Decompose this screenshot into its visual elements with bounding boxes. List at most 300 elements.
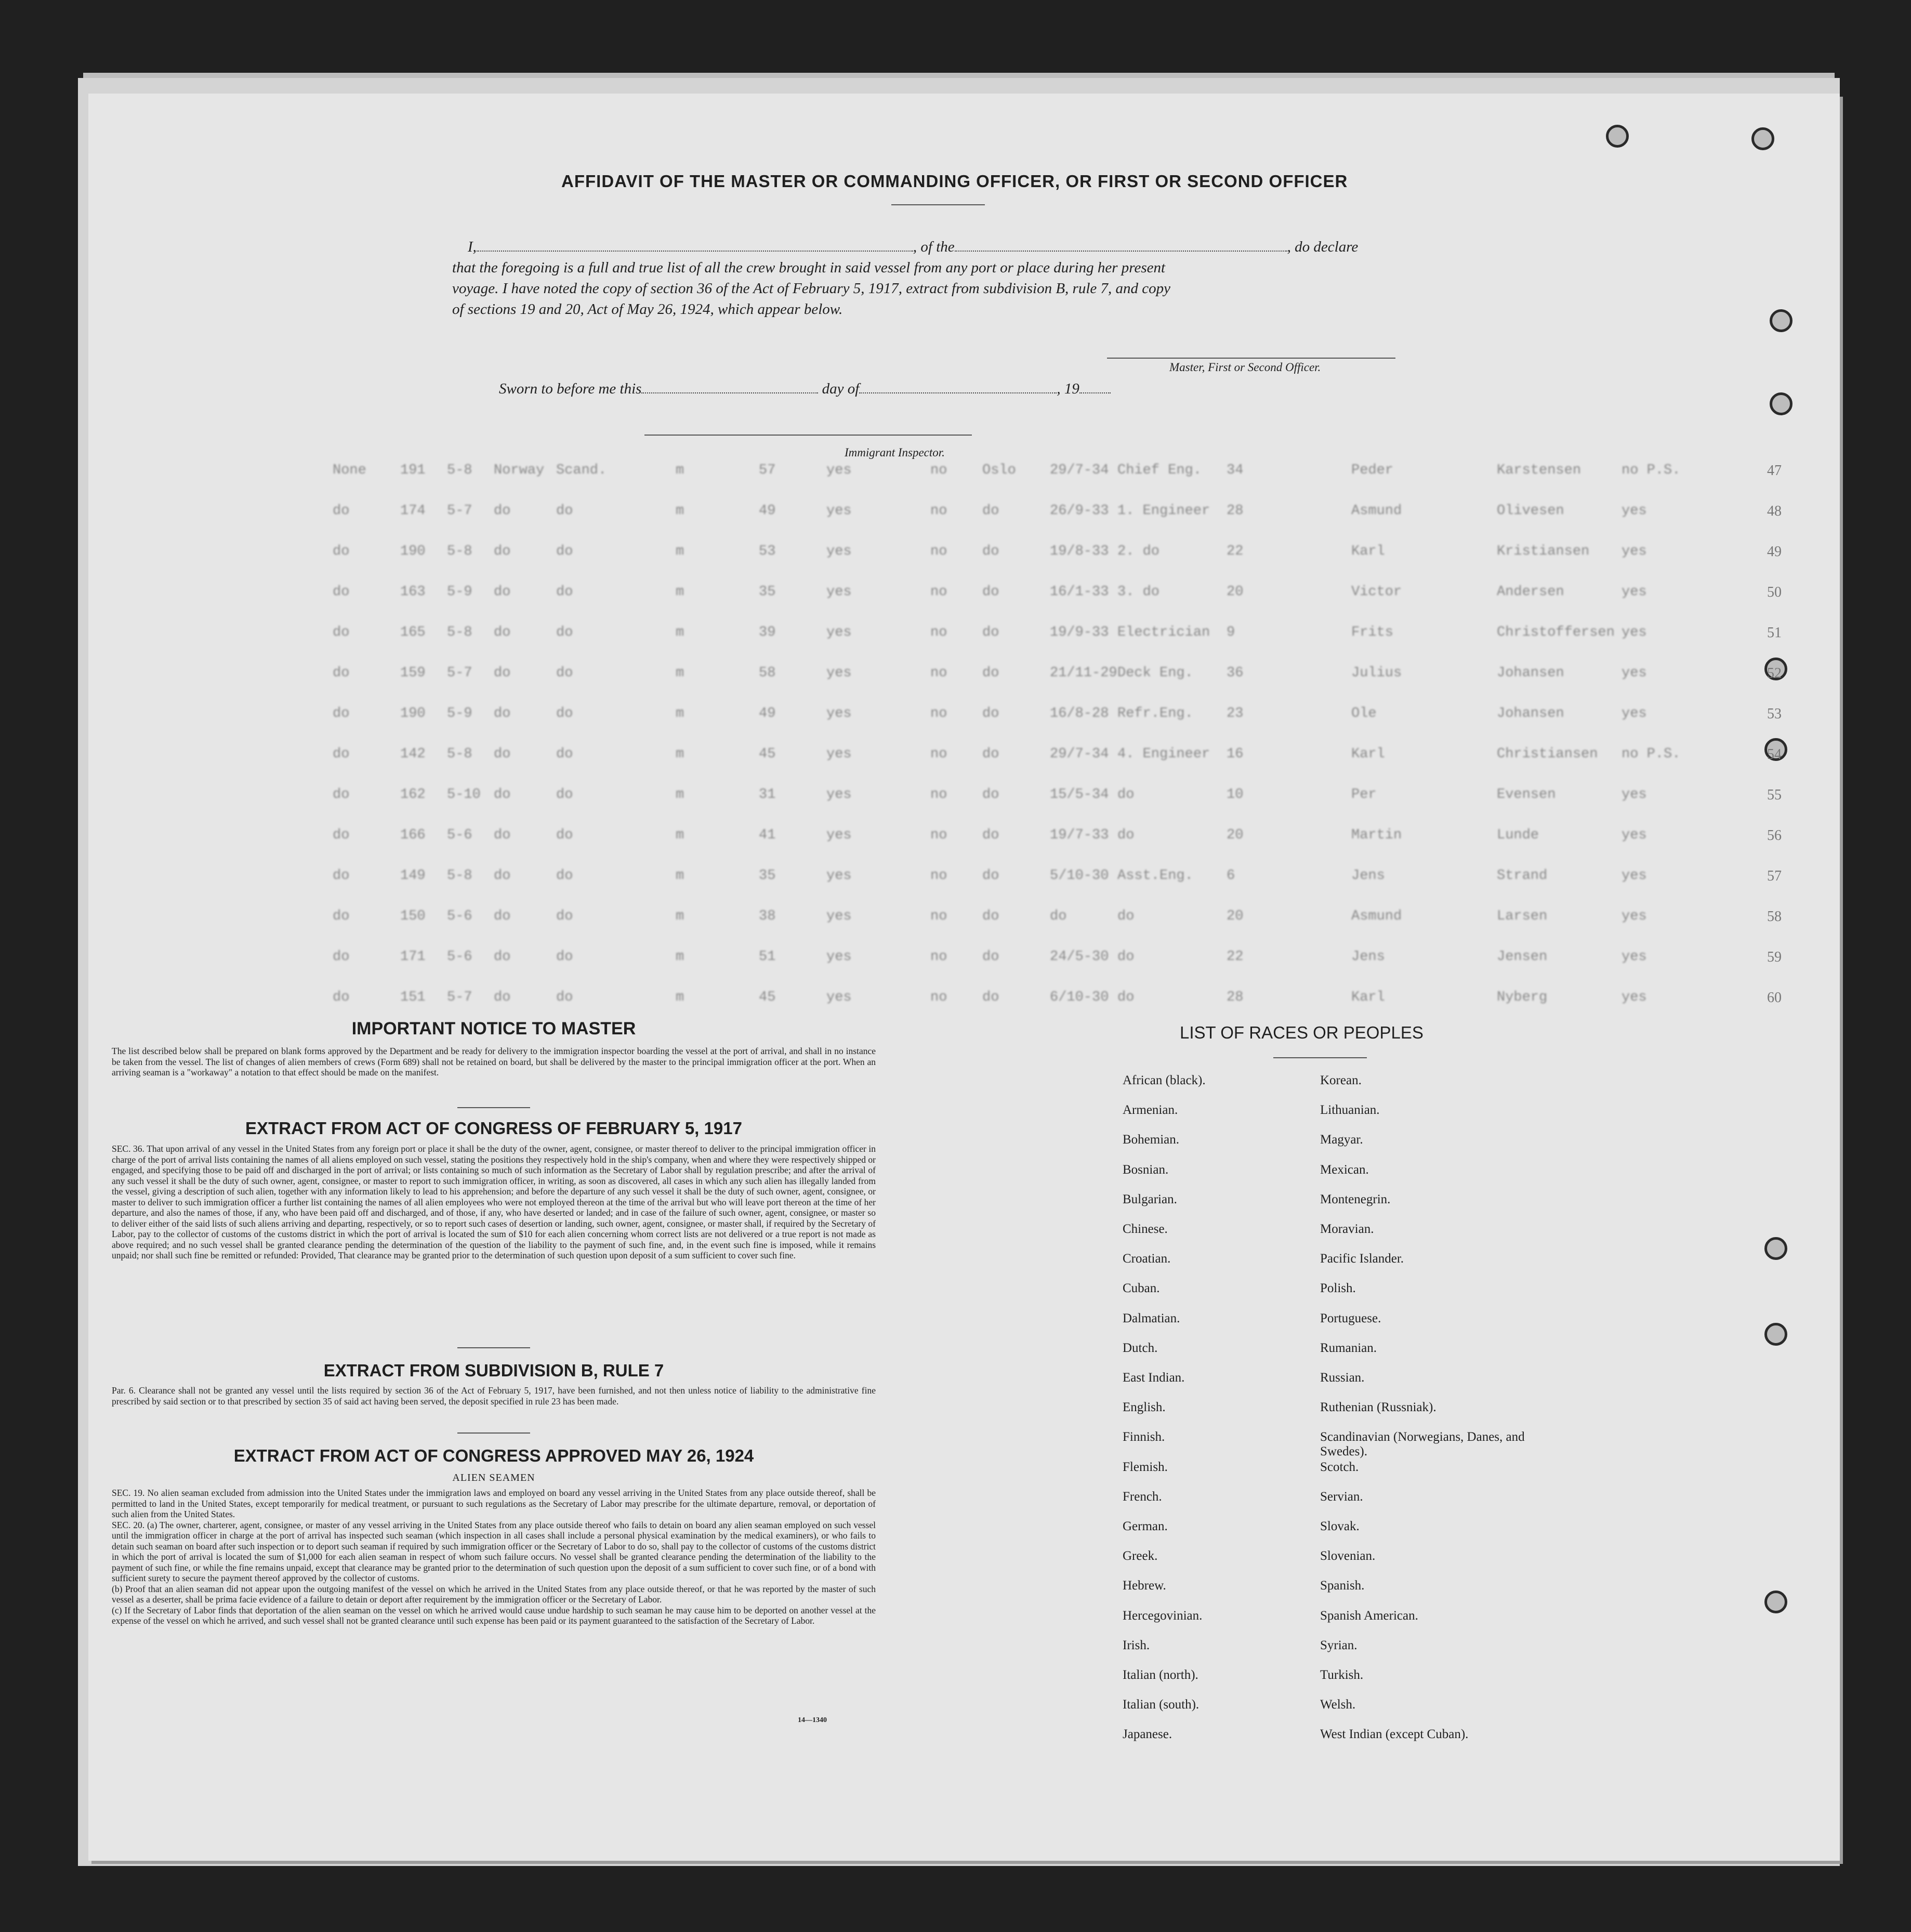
race-item: Croatian.: [1123, 1252, 1171, 1266]
bleed-row-number: 47: [1767, 463, 1782, 479]
bleed-text: Kristiansen: [1497, 544, 1590, 559]
bleed-text: do: [494, 625, 511, 640]
punch-hole: [1770, 309, 1793, 332]
bleed-text: 5-6: [447, 909, 472, 924]
bleed-text: yes: [826, 544, 852, 559]
bleed-text: m: [676, 949, 684, 965]
bleed-text: 39: [759, 625, 776, 640]
bleed-text: yes: [826, 746, 852, 762]
bleed-text: 22: [1227, 544, 1244, 559]
name-blank: [477, 251, 913, 252]
punch-hole: [1751, 127, 1774, 150]
bleed-row-number: 51: [1767, 625, 1782, 641]
bleed-text: do: [556, 827, 573, 843]
bleed-text: do: [494, 990, 511, 1005]
bleed-text: yes: [1622, 909, 1647, 924]
bleed-text: do: [333, 665, 350, 681]
bleed-text: 5-7: [447, 990, 472, 1005]
section-20a-text: SEC. 20. (a) The owner, charterer, agent, consignee, or master of any vessel arriving in the United States from any place outside thereof who fails to detain on board any alien seaman employed on such vessel until the immigration officer in charge at the port of arrival has inspected such seaman (which inspection in all cases shall include a personal physical examination by the medical examiners), or who fails to detain such seaman on board after such inspection or to deport such seaman if required by such immigration officer or the Secretary of Labor to do so, shall pay to the collector of customs of the customs district in which the port of arrival is located the sum of $1,000 for each alien seaman in respect of whom such failure occurs. No vessel shall be granted clearance pending the determination of the liability to the payment of such fine, or while the fine remains unpaid, except that clearance may be granted prior to the determination of such question upon the deposit of a sum sufficient to cover such fine, or of a bond with sufficient surety to secure the payment thereof approved by the collector of customs.: [112, 1519, 876, 1583]
bleed-text: do: [556, 706, 573, 721]
bleed-text: do: [333, 990, 350, 1005]
bleed-text: Karl: [1351, 746, 1385, 762]
extract-rule7-title: EXTRACT FROM SUBDIVISION B, RULE 7: [323, 1361, 664, 1380]
race-item: Spanish American.: [1320, 1608, 1418, 1623]
bleed-row-number: 50: [1767, 584, 1782, 600]
bleed-text: 1. Engineer: [1117, 503, 1210, 519]
bleed-text: no: [930, 827, 947, 843]
punch-hole: [1770, 392, 1793, 415]
bleed-text: 150: [400, 909, 426, 924]
bleed-text: Nyberg: [1497, 990, 1548, 1005]
declaration-i: I,: [468, 239, 477, 255]
bleed-text: do: [1117, 949, 1135, 965]
declaration-line-2: that the foregoing is a full and true list of all the crew brought in said vessel from any port or place during her present: [452, 259, 1166, 276]
bleed-text: 5-6: [447, 827, 472, 843]
bleed-text: Karl: [1351, 544, 1385, 559]
race-item: East Indian.: [1123, 1371, 1185, 1385]
bleed-text: 29/7-34: [1050, 463, 1109, 478]
bleed-text: 28: [1227, 503, 1244, 519]
bleed-text: do: [982, 625, 999, 640]
bleed-text: yes: [826, 949, 852, 965]
bleed-text: Strand: [1497, 868, 1548, 884]
bleed-text: Karl: [1351, 990, 1385, 1005]
bleed-text: 22: [1227, 949, 1244, 965]
bleed-text: do: [494, 706, 511, 721]
race-item: Servian.: [1320, 1489, 1363, 1504]
bleed-text: Asmund: [1351, 909, 1402, 924]
bleed-text: do: [333, 827, 350, 843]
inspector-label: Immigrant Inspector.: [845, 446, 945, 459]
bleed-text: 31: [759, 787, 776, 803]
bleed-text: 5-8: [447, 868, 472, 884]
bleed-text: yes: [1622, 990, 1647, 1005]
sworn-month-blank: [859, 392, 1057, 393]
race-item: Portuguese.: [1320, 1311, 1381, 1325]
race-item: Cuban.: [1123, 1281, 1160, 1296]
bleed-text: yes: [826, 909, 852, 924]
sworn-line: [499, 378, 1111, 399]
affidavit-statement: [452, 236, 1429, 320]
bleed-text: do: [333, 584, 350, 600]
bleed-text: 5-10: [447, 787, 481, 803]
race-item: Chinese.: [1123, 1222, 1168, 1236]
race-item: Polish.: [1320, 1281, 1356, 1296]
bleed-text: do: [494, 584, 511, 600]
notice-divider: [457, 1107, 530, 1108]
bleed-text: do: [982, 665, 999, 681]
bleed-text: 35: [759, 584, 776, 600]
race-item: Greek.: [1123, 1549, 1158, 1563]
bleed-text: Julius: [1351, 665, 1402, 681]
bleed-text: do: [1117, 909, 1135, 924]
race-item: Syrian.: [1320, 1638, 1358, 1652]
bleed-text: yes: [1622, 827, 1647, 843]
bleed-text: 166: [400, 827, 426, 843]
bleed-text: do: [494, 746, 511, 762]
bleed-text: 190: [400, 706, 426, 721]
declaration-line: [452, 236, 1429, 257]
bleed-text: 16/8-28: [1050, 706, 1109, 721]
bleed-text: 19/8-33: [1050, 544, 1109, 559]
bleed-text: 151: [400, 990, 426, 1005]
inspector-signature-line: [644, 435, 972, 436]
extract-1917-divider: [457, 1347, 530, 1348]
bleed-text: Scand.: [556, 463, 607, 478]
bleed-text: no: [930, 990, 947, 1005]
bleed-text: 190: [400, 544, 426, 559]
bleed-text: yes: [826, 990, 852, 1005]
bleed-text: 149: [400, 868, 426, 884]
bleed-text: 5-7: [447, 503, 472, 519]
race-item: African (black).: [1123, 1073, 1206, 1087]
bleed-text: yes: [1622, 787, 1647, 803]
bleed-text: 5-9: [447, 584, 472, 600]
bleed-text: do: [494, 503, 511, 519]
bleed-text: 5-8: [447, 544, 472, 559]
race-item: Scotch.: [1320, 1460, 1359, 1474]
bleed-text: yes: [826, 584, 852, 600]
race-item: Mexican.: [1320, 1162, 1369, 1177]
race-item: Armenian.: [1123, 1103, 1178, 1118]
bleed-text: do: [333, 909, 350, 924]
bleed-text: 26/9-33: [1050, 503, 1109, 519]
bleed-text: Asmund: [1351, 503, 1402, 519]
bleed-text: do: [556, 584, 573, 600]
bleed-text: 171: [400, 949, 426, 965]
bleed-text: yes: [826, 868, 852, 884]
affidavit-title: AFFIDAVIT OF THE MASTER OR COMMANDING OFFICER, OR FIRST OR SECOND OFFICER: [561, 172, 1348, 191]
section-19-text: SEC. 19. No alien seaman excluded from admission into the United States under the immigration laws and employed on board any vessel arriving in the United States from any place outside thereof, shall be permitted to land in the United States, except temporarily for medical treatment, or pursuant to such regulations as the Secretary of Labor may prescribe for the ultimate departure, removal, or deportation of such alien from the United States.: [112, 1488, 876, 1519]
bleed-text: Asst.Eng.: [1117, 868, 1193, 884]
bleed-text: None: [333, 463, 366, 478]
bleed-text: Oslo: [982, 463, 1016, 478]
bleed-text: 5-8: [447, 463, 472, 478]
bleed-text: 16/1-33: [1050, 584, 1109, 600]
race-item: Magyar.: [1320, 1133, 1363, 1147]
races-title: LIST OF RACES OR PEOPLES: [1180, 1023, 1424, 1042]
bleed-text: Chief Eng.: [1117, 463, 1202, 478]
bleed-text: 49: [759, 503, 776, 519]
bleed-text: 5-7: [447, 665, 472, 681]
race-item: Bohemian.: [1123, 1133, 1180, 1147]
punch-hole: [1764, 1237, 1787, 1260]
bleed-text: Ole: [1351, 706, 1377, 721]
bleed-text: do: [556, 949, 573, 965]
race-item: Dalmatian.: [1123, 1311, 1180, 1325]
bleed-text: Karstensen: [1497, 463, 1581, 478]
bleed-text: do: [982, 787, 999, 803]
race-item: Rumanian.: [1320, 1340, 1377, 1355]
extract-1917-title: EXTRACT FROM ACT OF CONGRESS OF FEBRUARY 5, 1917: [245, 1119, 742, 1138]
bleed-text: do: [1117, 990, 1135, 1005]
race-item: West Indian (except Cuban).: [1320, 1727, 1469, 1742]
bleed-text: Deck Eng.: [1117, 665, 1193, 681]
bleed-text: 20: [1227, 584, 1244, 600]
bleed-text: do: [982, 827, 999, 843]
sworn-year-blank: [1079, 392, 1111, 393]
bleed-text: 5-9: [447, 706, 472, 721]
bleed-text: Frits: [1351, 625, 1394, 640]
race-item: French.: [1123, 1489, 1162, 1504]
bleed-text: Lunde: [1497, 827, 1539, 843]
bleed-text: Jens: [1351, 868, 1385, 884]
race-item: Turkish.: [1320, 1668, 1364, 1682]
bleed-text: 28: [1227, 990, 1244, 1005]
bleed-text: 24/5-30: [1050, 949, 1109, 965]
bleed-text: no: [930, 544, 947, 559]
bleed-text: do: [333, 787, 350, 803]
bleed-text: do: [494, 787, 511, 803]
race-item: Dutch.: [1123, 1340, 1158, 1355]
master-signature-line: [1107, 358, 1395, 359]
race-item: German.: [1123, 1519, 1168, 1533]
races-divider: [1273, 1057, 1367, 1058]
bleed-text: no: [930, 746, 947, 762]
bleed-text: 5-6: [447, 949, 472, 965]
race-item: Bulgarian.: [1123, 1192, 1177, 1206]
sworn-day-blank: [641, 392, 818, 393]
bleed-text: do: [333, 868, 350, 884]
bleed-row-number: 52: [1767, 665, 1782, 681]
bleed-text: 29/7-34: [1050, 746, 1109, 762]
bleed-text: 19/9-33: [1050, 625, 1109, 640]
section-20b-text: (b) Proof that an alien seaman did not appear upon the outgoing manifest of the vessel on which he arrived in the United States from any place outside thereof, or that he was reported by the master of such vessel as a deserter, shall be prima facie evidence of a failure to detain or deport after requirement by the immigration officer or the Secretary of Labor.: [112, 1583, 876, 1605]
bleed-text: 163: [400, 584, 426, 600]
bleed-text: do: [333, 625, 350, 640]
bleed-text: 159: [400, 665, 426, 681]
bleed-text: do: [1117, 787, 1135, 803]
sworn-text: Sworn to before me this: [499, 380, 642, 397]
extract-rule7-text: Par. 6. Clearance shall not be granted any vessel until the lists required by section 36 of the Act of February 5, 1917, have been furnished, and not then unless notice of liability to the administrative fine prescribed by said section or to that prescribed by section 35 of said act having been served, the deposit specified in rule 23 has been made.: [112, 1385, 876, 1407]
race-item: Bosnian.: [1123, 1162, 1169, 1177]
race-item: Hebrew.: [1123, 1579, 1166, 1593]
bleed-text: yes: [1622, 949, 1647, 965]
sworn-year: , 19: [1057, 380, 1079, 397]
bleed-text: yes: [826, 665, 852, 681]
bleed-text: do: [333, 503, 350, 519]
bleed-text: yes: [826, 706, 852, 721]
race-item: Japanese.: [1123, 1727, 1172, 1742]
bleed-text: no: [930, 868, 947, 884]
bleed-text: 162: [400, 787, 426, 803]
bleed-text: m: [676, 544, 684, 559]
punch-hole: [1606, 125, 1629, 148]
bleed-text: yes: [1622, 665, 1647, 681]
bleed-text: Christoffersen: [1497, 625, 1615, 640]
bleed-row-number: 55: [1767, 787, 1782, 803]
bleed-text: do: [333, 746, 350, 762]
bleed-text: 38: [759, 909, 776, 924]
bleed-row-number: 49: [1767, 544, 1782, 560]
race-item: Hercegovinian.: [1123, 1608, 1203, 1623]
bleed-text: Andersen: [1497, 584, 1564, 600]
bleed-text: m: [676, 909, 684, 924]
race-item: Spanish.: [1320, 1579, 1365, 1593]
bleed-text: yes: [1622, 503, 1647, 519]
bleed-text: m: [676, 665, 684, 681]
bleed-text: Evensen: [1497, 787, 1556, 803]
bleed-row-number: 56: [1767, 827, 1782, 844]
bleed-text: do: [982, 990, 999, 1005]
bleed-text: no P.S.: [1622, 746, 1681, 762]
race-item: Montenegrin.: [1320, 1192, 1391, 1206]
vessel-blank: [955, 251, 1287, 252]
bleed-text: 174: [400, 503, 426, 519]
bleed-text: yes: [826, 625, 852, 640]
bleed-text: 6/10-30: [1050, 990, 1109, 1005]
bleed-text: 41: [759, 827, 776, 843]
punch-hole: [1764, 1323, 1787, 1346]
bleed-text: 9: [1227, 625, 1235, 640]
title-divider: [891, 204, 985, 205]
bleed-text: 5-8: [447, 746, 472, 762]
bleed-row-number: 48: [1767, 503, 1782, 519]
bleed-text: do: [556, 990, 573, 1005]
declaration-line-3: voyage. I have noted the copy of section 36 of the Act of February 5, 1917, extract from subdivision B, rule 7, and copy: [452, 280, 1171, 297]
bleed-text: do: [494, 909, 511, 924]
bleed-text: 5/10-30: [1050, 868, 1109, 884]
bleed-row-number: 57: [1767, 868, 1782, 884]
bleed-text: Olivesen: [1497, 503, 1564, 519]
bleed-text: no: [930, 706, 947, 721]
bleed-text: yes: [1622, 544, 1647, 559]
bleed-text: 15/5-34: [1050, 787, 1109, 803]
bleed-text: do: [494, 827, 511, 843]
bleed-text: do: [982, 706, 999, 721]
race-item: Scandinavian (Norwegians, Danes, and Swedes).: [1320, 1430, 1525, 1459]
bleed-text: no: [930, 584, 947, 600]
bleed-text: do: [556, 909, 573, 924]
bleed-text: Peder: [1351, 463, 1394, 478]
race-item: Ruthenian (Russniak).: [1320, 1400, 1436, 1415]
race-item: Irish.: [1123, 1638, 1150, 1652]
bleed-text: yes: [1622, 584, 1647, 600]
bleed-text: 16: [1227, 746, 1244, 762]
bleed-text: 35: [759, 868, 776, 884]
bleed-text: m: [676, 503, 684, 519]
bleed-text: 58: [759, 665, 776, 681]
bleed-text: 53: [759, 544, 776, 559]
bleed-text: yes: [1622, 868, 1647, 884]
bleed-text: m: [676, 868, 684, 884]
bleed-text: no P.S.: [1622, 463, 1681, 478]
bleed-text: 142: [400, 746, 426, 762]
race-item: Italian (north).: [1123, 1668, 1198, 1682]
bleed-text: do: [1117, 827, 1135, 843]
bleed-text: m: [676, 625, 684, 640]
bleed-text: no: [930, 665, 947, 681]
bleed-text: yes: [826, 463, 852, 478]
bleed-text: do: [556, 868, 573, 884]
bleed-text: 45: [759, 746, 776, 762]
bleed-text: do: [494, 949, 511, 965]
bleed-text: 36: [1227, 665, 1244, 681]
bleed-text: m: [676, 827, 684, 843]
bleed-text: do: [494, 868, 511, 884]
bleed-text: Christiansen: [1497, 746, 1598, 762]
bleed-row-number: 58: [1767, 909, 1782, 925]
master-label: Master, First or Second Officer.: [1169, 361, 1321, 374]
bleed-text: Refr.Eng.: [1117, 706, 1193, 721]
bleed-text: no: [930, 949, 947, 965]
bleed-text: do: [494, 665, 511, 681]
extract-1917-text: SEC. 36. That upon arrival of any vessel in the United States from any foreign port or place it shall be the duty of the owner, agent, consignee, or master thereof to deliver to the principal immigration officer in charge of the port of arrival lists containing the names of all aliens employed on such vessel, stating the positions they respectively hold in the ship's company, when and where they were respectively shipped or engaged, and specifying those to be paid off and discharged in the port of arrival; or lists containing so much of such information as the Secretary of Labor shall by regulation prescribe; and after the arrival of any such vessel it shall be the duty of such owner, agent, consignee, or master to report to such immigration officer, in writing, as soon as discovered, all cases in which any such alien has illegally landed from the vessel, giving a description of such alien, together with any information likely to lead to his apprehension; and before the departure of any such vessel it shall be the duty of such owner, agent, consignee, or master to deliver to such immigration officer a further list containing the names of all alien employees who were not employed thereon at the time of the arrival but who will leave port thereon at the time of her departure, and also the names of those, if any, who have been paid off and discharged, and of those, if any, who have deserted or landed; and in case of the failure of such owner, agent, consignee, or master so to deliver either of the said lists of such aliens arriving and departing, respectively, or so to report such cases of desertion or landing, such owner, agent, consignee, or master shall, if required by the Secretary of Labor, pay to the collector of customs of the customs district in which the port of arrival is located the sum of $10 for each alien concerning whom correct lists are not delivered or a true report is not made as above required; and no such vessel shall be granted clearance pending the determination of the question of the liability to the payment of such fine, and, in the event such fine is imposed, while it remains unpaid; nor shall such fine be remitted or refunded: Provided, That clearance may be granted prior to the determination of such question upon deposit of a sum sufficient to cover such fine.: [112, 1144, 876, 1260]
bleed-text: do: [1050, 909, 1067, 924]
bleed-text: 191: [400, 463, 426, 478]
bleed-text: do: [556, 625, 573, 640]
race-item: Flemish.: [1123, 1460, 1168, 1474]
bleed-row-number: 59: [1767, 949, 1782, 965]
bleed-text: do: [982, 868, 999, 884]
bleed-text: do: [982, 503, 999, 519]
bleed-text: 5-8: [447, 625, 472, 640]
bleed-text: Per: [1351, 787, 1377, 803]
bleed-text: Martin: [1351, 827, 1402, 843]
race-item: Pacific Islander.: [1320, 1252, 1404, 1266]
bleed-text: do: [494, 544, 511, 559]
bleed-text: no: [930, 787, 947, 803]
race-item: Italian (south).: [1123, 1698, 1200, 1712]
bleed-text: do: [333, 544, 350, 559]
bleed-text: do: [982, 909, 999, 924]
alien-seamen-subtitle: ALIEN SEAMEN: [452, 1472, 535, 1483]
bleed-text: do: [556, 746, 573, 762]
bleed-row-number: 53: [1767, 706, 1782, 722]
bleed-text: Johansen: [1497, 706, 1564, 721]
extract-1924-sections: [112, 1488, 876, 1626]
bleed-text: yes: [826, 827, 852, 843]
bleed-text: 57: [759, 463, 776, 478]
bleed-text: m: [676, 787, 684, 803]
bleed-text: yes: [1622, 706, 1647, 721]
bleed-text: Electrician: [1117, 625, 1210, 640]
form-number: 14—1340: [798, 1716, 827, 1724]
bleed-text: Jensen: [1497, 949, 1548, 965]
bleed-text: no: [930, 463, 947, 478]
bleed-text: no: [930, 909, 947, 924]
notice-title: IMPORTANT NOTICE TO MASTER: [351, 1019, 636, 1039]
bleed-text: do: [556, 665, 573, 681]
bleed-text: Jens: [1351, 949, 1385, 965]
bleed-text: do: [556, 787, 573, 803]
declaration-line-4: of sections 19 and 20, Act of May 26, 1924, which appear below.: [452, 301, 843, 318]
bleed-text: Victor: [1351, 584, 1402, 600]
declaration-of-the: , of the: [913, 239, 955, 255]
extract-1924-title: EXTRACT FROM ACT OF CONGRESS APPROVED MAY 26, 1924: [233, 1446, 754, 1465]
bleed-text: m: [676, 584, 684, 600]
bleed-text: yes: [826, 503, 852, 519]
race-item: Moravian.: [1320, 1222, 1374, 1236]
bleed-text: do: [333, 706, 350, 721]
bleed-text: do: [556, 544, 573, 559]
bleed-text: 20: [1227, 827, 1244, 843]
bleed-text: 19/7-33: [1050, 827, 1109, 843]
race-item: Finnish.: [1123, 1430, 1165, 1444]
notice-text: The list described below shall be prepared on blank forms approved by the Department and be ready for delivery to the immigration inspector boarding the vessel at the port of arrival, and shall in no instance be taken from the vessel. The list of changes of alien members of crews (Form 689) shall not be retained on board, but shall be delivered by the master to the principal immigration officer at the port. When an arriving seaman is a "workaway" a notation to that effect should be made on the manifest.: [112, 1046, 876, 1077]
declaration-do-declare: , do declare: [1287, 239, 1359, 255]
race-item: Lithuanian.: [1320, 1103, 1380, 1118]
bleed-text: m: [676, 463, 684, 478]
bleed-text: m: [676, 990, 684, 1005]
bleed-text: 10: [1227, 787, 1244, 803]
bleed-text: 4. Engineer: [1117, 746, 1210, 762]
bleed-row-number: 60: [1767, 990, 1782, 1006]
bleed-text: 51: [759, 949, 776, 965]
bleed-text: no: [930, 503, 947, 519]
bleed-text: 2. do: [1117, 544, 1160, 559]
sworn-day-of: day of: [822, 380, 860, 397]
